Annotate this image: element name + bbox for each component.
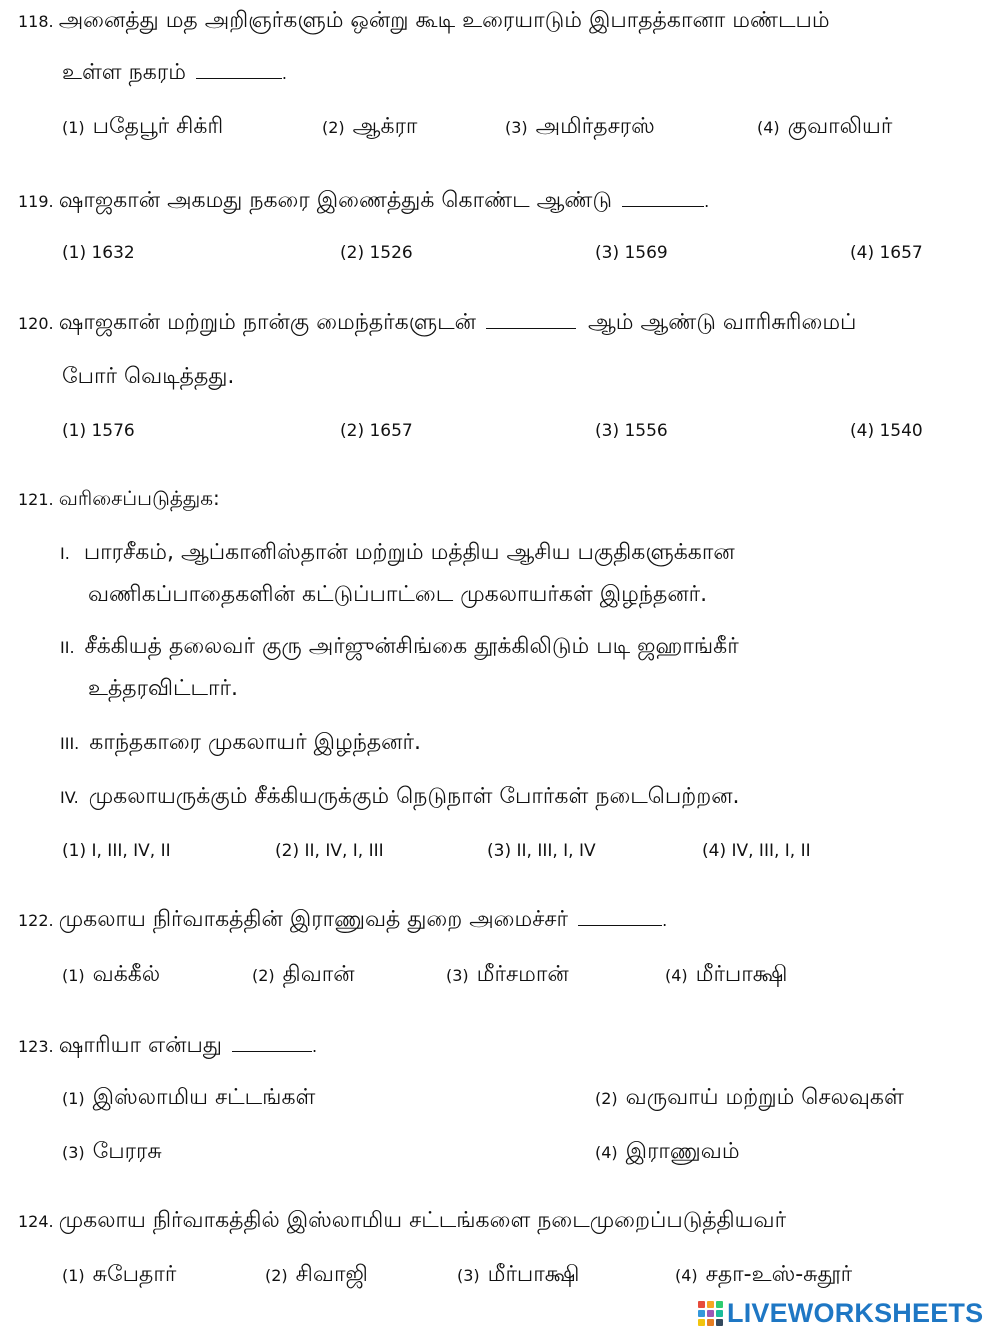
option-3: (3) மீர்சமான் [446,962,569,987]
option-4: (4) குவாலியர் [757,114,893,139]
option-1: (1) 1576 [62,421,135,441]
logo-grid-icon [698,1301,723,1326]
option-3: (3) 1569 [595,243,668,263]
question-number: 120. [18,314,54,333]
option-1: (1) பதேபூர் சிக்ரி [62,114,224,139]
answer-blank [622,206,704,207]
option-2: (2) திவான் [252,962,355,987]
logo-square [707,1319,714,1326]
answer-blank [196,78,282,79]
statement-1-line2: வணிகப்பாதைகளின் கட்டுப்பாட்டை முகலாயர்கள் இழந்தனர். [88,582,708,607]
answer-blank [578,925,662,926]
option-3: (3) பேரரசு [62,1139,162,1164]
statement-3: III. காந்தகாரை முகலாயர் இழந்தனர். [60,730,421,755]
question-118-line2: உள்ள நகரம் . [62,60,288,85]
logo-square [707,1310,714,1317]
option-4: (4) மீர்பாக்ஷி [665,962,788,987]
option-3: (3) மீர்பாக்ஷி [457,1262,580,1287]
question-number: 122. [18,911,54,930]
option-1: (1) வக்கீல் [62,962,161,987]
logo-square [698,1301,705,1308]
logo-square [698,1319,705,1326]
option-4: (4) IV, III, I, II [702,841,811,861]
statement-1: I. பாரசீகம், ஆப்கானிஸ்தான் மற்றும் மத்திய ஆசிய பகுதிகளுக்கான [60,540,735,565]
question-number: 119. [18,192,54,211]
statement-2-line2: உத்தரவிட்டார். [88,676,239,701]
liveworksheets-logo [698,1298,983,1329]
option-2: (2) வருவாய் மற்றும் செலவுகள் [595,1085,904,1110]
option-4: (4) 1657 [850,243,923,263]
option-1: (1) 1632 [62,243,135,263]
option-1: (1) சுபேதார் [62,1262,177,1287]
question-text: முகலாய நிர்வாகத்தில் இஸ்லாமிய சட்டங்களை நடைமுறைப்படுத்தியவர் [58,1208,787,1233]
option-2: (2) 1526 [340,243,413,263]
question-124 [18,1208,786,1236]
statement-2: II. சீக்கியத் தலைவர் குரு அர்ஜுன்சிங்கை தூக்கிலிடும் படி ஜஹாங்கீர் [60,634,739,659]
question-text: ஷாஜகான் அகமது நகரை இணைத்துக் கொண்ட ஆண்டு [58,188,613,213]
option-4: (4) இராணுவம் [595,1139,740,1164]
logo-square [698,1310,705,1317]
option-3: (3) 1556 [595,421,668,441]
option-2: (2) ஆக்ரா [322,114,418,139]
option-1: (1) I, III, IV, II [62,841,171,861]
question-text: வரிசைப்படுத்துக: [58,486,220,510]
option-4: (4) சதா-உஸ்-சுதூர் [675,1262,853,1287]
answer-blank [232,1051,312,1052]
logo-text: LIVEWORKSHEETS [727,1298,984,1328]
question-text: உள்ள நகரம் [62,60,186,85]
option-3: (3) II, III, I, IV [487,841,596,861]
option-2: (2) 1657 [340,421,413,441]
question-text: ஷாஜகான் மற்றும் நான்கு மைந்தர்களுடன் [58,310,476,335]
question-number: 118. [18,12,54,31]
question-118 [18,8,830,36]
question-122: 122. முகலாய நிர்வாகத்தின் இராணுவத் துறை அமைச்சர் . [18,907,668,932]
question-text: ஆம் ஆண்டு வாரிசுரிமைப் [587,310,857,335]
logo-square [716,1319,723,1326]
statement-4: IV. முகலாயருக்கும் சீக்கியருக்கும் நெடுநாள் போர்கள் நடைபெற்றன. [60,784,740,809]
logo-square [716,1310,723,1317]
option-3: (3) அமிர்தசரஸ் [505,114,655,139]
question-121 [18,486,220,513]
question-text: அனைத்து மத அறிஞர்களும் ஒன்று கூடி உரையாடும் இபாதத்கானா மண்டபம் [58,8,830,33]
question-120 [18,310,856,338]
answer-blank [486,328,576,329]
question-text: ஷாரியா என்பது [58,1033,222,1058]
question-number: 121. [18,490,54,509]
question-119: 119. ஷாஜகான் அகமது நகரை இணைத்துக் கொண்ட ஆண்டு . [18,188,710,213]
question-text: முகலாய நிர்வாகத்தின் இராணுவத் துறை அமைச்சர் [58,907,569,932]
option-1: (1) இஸ்லாமிய சட்டங்கள் [62,1085,316,1110]
option-2: (2) சிவாஜி [265,1262,368,1287]
logo-square [716,1301,723,1308]
question-120-line2: போர் வெடித்தது. [62,364,235,389]
logo-square [707,1301,714,1308]
question-number: 124. [18,1212,54,1231]
question-123: 123. ஷாரியா என்பது . [18,1033,318,1058]
option-4: (4) 1540 [850,421,923,441]
option-2: (2) II, IV, I, III [275,841,384,861]
question-number: 123. [18,1037,54,1056]
